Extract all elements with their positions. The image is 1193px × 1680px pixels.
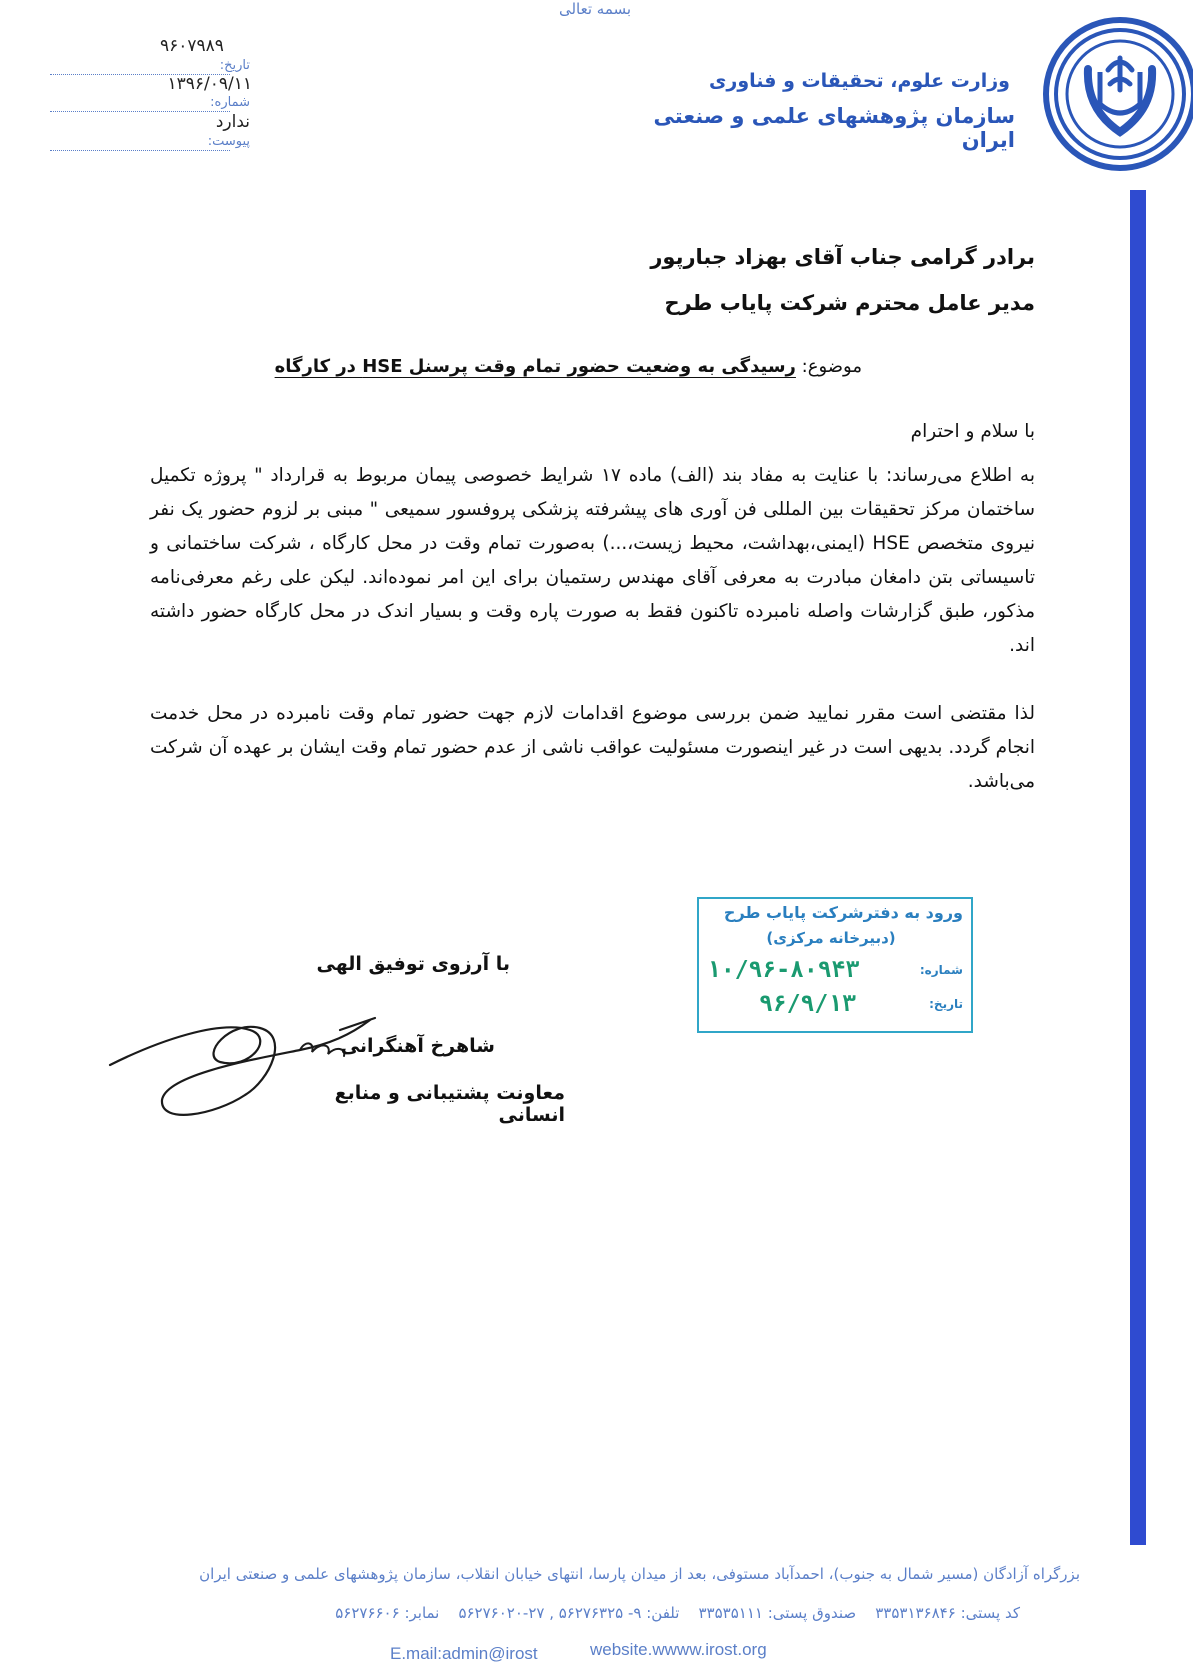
stamp-number-label: شماره: [919,963,963,977]
reference-number: ۹۶۰۷۹۸۹ [160,36,224,56]
received-stamp [697,897,973,1033]
handwritten-signature [100,1000,380,1150]
addressee-line-2: مدیر عامل محترم شرکت پایاب طرح [664,291,1035,315]
footer-email-link[interactable]: E.mail:admin@irost [390,1644,538,1663]
footer-website-link[interactable]: website.wwww.irost.org [590,1640,767,1659]
stamp-date-value: ۹۶/۹/۱۳ [759,991,856,1017]
footer-contacts: کد پستی: ۳۳۵۳۱۳۶۸۴۶ صندوق پستی: ۳۳۵۳۵۱۱۱ تلفن: ۹- ۵۶۲۷۶۳۲۵ , ۲۷-۵۶۲۷۶۰۲۰ نمابر: ۵۶۲۷۶۶۰۶ [335,1604,1020,1622]
decorative-side-bar [1130,190,1146,1545]
greeting: با سلام و احترام [910,421,1035,442]
addressee-line-1: برادر گرامی جناب آقای بهزاد جبارپور [650,245,1035,269]
stamp-subtitle: (دبیرخانه مرکزی) [766,929,896,947]
stamp-date-label: تاریخ: [929,997,963,1011]
attachment-label: پیوست: [207,134,250,149]
footer-address: بزرگراه آزادگان (مسیر شمال به جنوب)، احمدآباد مستوفی، بعد از میدان پارسا، انتهای خیابان انقلاب، سازمان پژوهشهای علمی و صنعتی ایران [199,1565,1080,1583]
date-value: ۱۳۹۶/۰۹/۱۱ [167,74,252,94]
subject-label: موضوع: [801,356,862,377]
organization-name: سازمان پژوهشهای علمی و صنعتی ایران [653,104,1015,152]
date-label: تاریخ: [219,58,250,73]
subject-text: رسیدگی به وضعیت حضور تمام وقت پرسنل HSE در کارگاه [274,356,796,377]
stamp-title: ورود به دفترشرکت پایاب طرح [723,903,963,922]
subject-line [250,356,862,377]
basmala: بسمه تعالی [558,0,632,18]
irost-logo-icon [1040,14,1193,174]
attachment-dotted-line [50,150,230,151]
ministry-name: وزارت علوم، تحقیقات و فناوری [708,70,1010,92]
number-value: ندارد [215,112,250,132]
closing-line: با آرزوی توفیق الهی [316,953,510,975]
stamp-number-value: ۱۰/۹۶-۸۰۹۴۳ [707,957,860,983]
signer-title: معاونت پشتیبانی و منابع انسانی [334,1082,565,1126]
number-label: شماره: [210,95,250,110]
body-paragraph-2: لذا مقتضی است مقرر نمایید ضمن بررسی موضوع اقدامات لازم جهت حضور تمام وقت نامبرده در محل خدمت انجام گردد. بدیهی است در غیر اینصورت مسئولیت عواقب ناشی از عدم حضور تمام وقت ایشان بر عهده آن شرکت می‌باشد. [150,703,1035,792]
body-paragraph-1: به اطلاع می‌رساند: با عنایت به مفاد بند (الف) ماده ۱۷ شرایط خصوصی پیمان مربوط به قرارداد " پروژه تکمیل ساختمان مرکز تحقیقات بین المللی فن آوری های پیشرفته پزشکی پروفسور سمیعی " مبنی بر لزوم حضور یک نفر نیروی متخصص HSE (ایمنی،بهداشت، محیط زیست،...) به‌صورت تمام وقت در محل کارگاه ، شرکت ساختمانی و تاسیساتی بتن دامغان مبادرت به معرفی آقای مهندس رستمیان برای این امر نموده‌اند. لیکن علی رغم معرفی‌نامه مذکور، طبق گزارشات واصله نامبرده تاکنون فقط به صورت پاره وقت و بسیار اندک در محل کارگاه حضور داشته اند. [150,465,1035,656]
signer-name: شاهرخ آهنگرانی [340,1035,495,1057]
